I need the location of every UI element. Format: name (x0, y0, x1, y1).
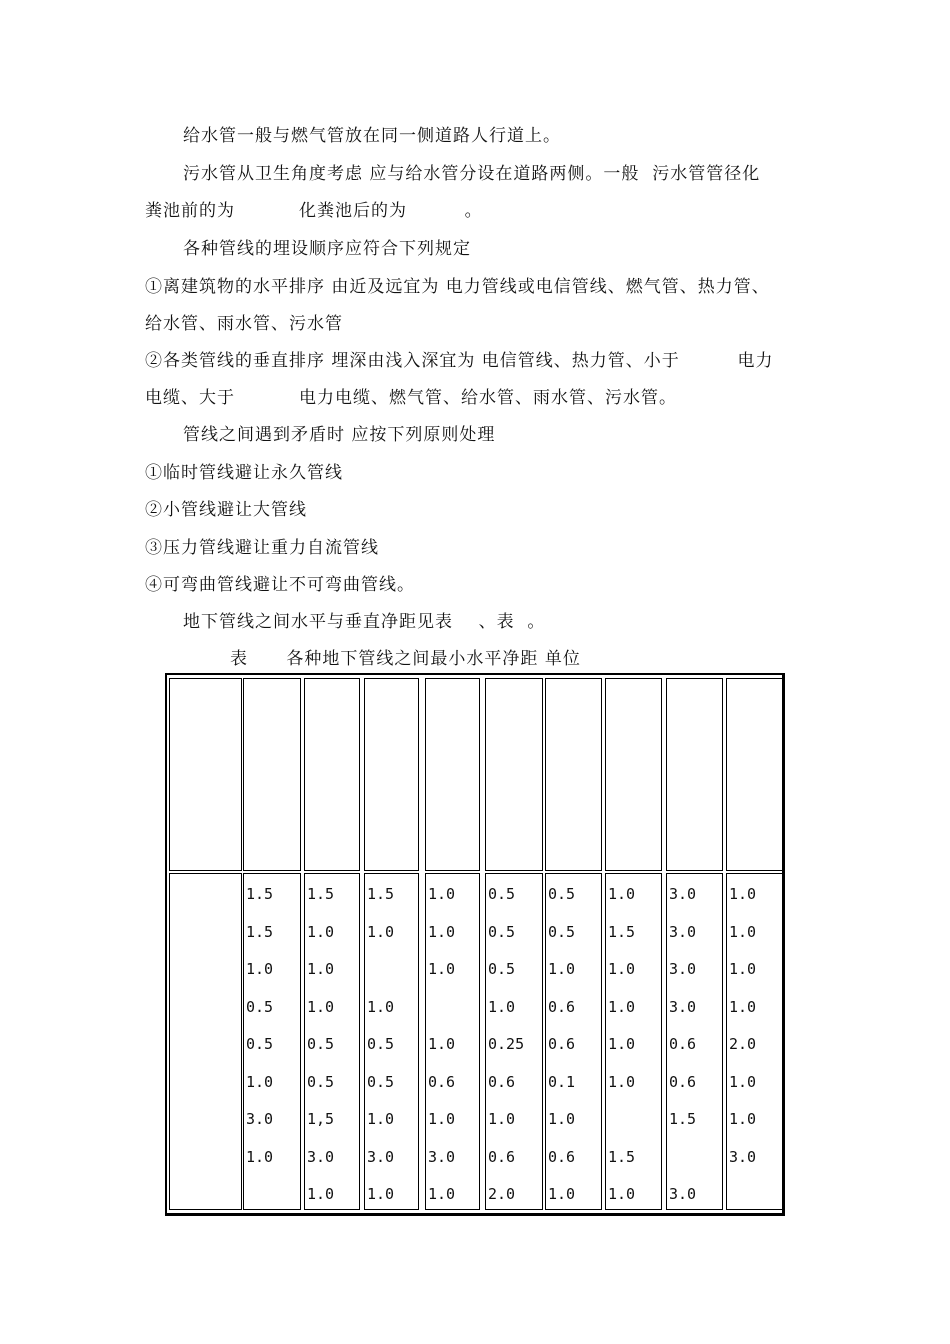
table-cell: 1.5 (307, 885, 335, 903)
table-cell (246, 1184, 300, 1222)
table-header-cell (726, 678, 783, 871)
value-column (304, 873, 360, 1210)
table-cell: 1.0 (608, 1185, 636, 1203)
table-cell: 1.0 (608, 885, 636, 903)
table-cell: 1.5 (669, 1110, 697, 1128)
table-cell: 1.0 (246, 960, 274, 978)
table-cell: 2.0 (729, 1035, 757, 1053)
table-cell (367, 959, 418, 997)
paragraph-3: 各种管线的埋设顺序应符合下列规定 (183, 239, 471, 259)
table-cell: 1.0 (428, 1185, 456, 1203)
table-cell: 0.6 (548, 997, 576, 1016)
table-cell: 3.0 (669, 960, 697, 978)
paragraph-5: ②各类管线的垂直排序 埋深由浅入深宜为 电信管线、热力管、小于 电力 (145, 351, 774, 371)
paragraph-6: 管线之间遇到矛盾时 应按下列原则处理 (183, 425, 496, 445)
paragraph-4-cont: 给水管、雨水管、污水管 (145, 314, 343, 334)
value-column (666, 873, 723, 1210)
table-cell: 1.0 (488, 997, 516, 1016)
table-cell: 2.0 (488, 1185, 516, 1203)
table-cell: 1.5 (608, 922, 636, 941)
table-cell: 0.5 (367, 1035, 395, 1053)
table-cell: 1.0 (428, 885, 456, 903)
table-cell: 0.5 (307, 1035, 335, 1053)
table-header-cell (304, 678, 360, 871)
table-cell: 3.0 (669, 997, 697, 1016)
table-cell: 1.0 (307, 997, 335, 1016)
table-cell: 0.5 (367, 1072, 395, 1091)
table-cell: 1.5 (246, 922, 274, 941)
table-cell: 1.0 (246, 1072, 274, 1091)
table-header-cell (605, 678, 662, 871)
table-cell: 3.0 (428, 1147, 456, 1166)
table-cell: 1.0 (608, 997, 636, 1016)
table-cell: 1.0 (608, 1072, 636, 1091)
value-column (243, 873, 301, 1210)
table-cell: 0.6 (548, 1147, 576, 1166)
table-header-cell (485, 678, 543, 871)
table-cell: 1.0 (729, 1110, 757, 1128)
table-cell: 0.1 (548, 1072, 576, 1091)
table-caption: 表 各种地下管线之间最小水平净距 单位 (230, 649, 581, 669)
table-cell: 1.0 (307, 922, 335, 941)
table-cell: 3.0 (246, 1110, 274, 1128)
table-cell: 1.0 (367, 1110, 395, 1128)
table-cell (729, 1184, 782, 1222)
rule-2: ②小管线避让大管线 (145, 500, 307, 520)
table-cell (669, 1147, 722, 1185)
rule-3: ③压力管线避让重力自流管线 (145, 538, 379, 558)
value-column (726, 873, 783, 1210)
table-header-cell (364, 678, 419, 871)
table-cell: 3.0 (669, 1185, 697, 1203)
table-cell: 3.0 (729, 1147, 757, 1166)
table-cell: 0.5 (488, 922, 516, 941)
table-cell: 1.5 (246, 885, 274, 903)
table-cell: 1.0 (729, 1072, 757, 1091)
table-cell: 0.6 (488, 1072, 516, 1091)
table-cell: 1.0 (428, 1110, 456, 1128)
table-cell: 1.0 (548, 1185, 576, 1203)
table-cell: 1.0 (428, 960, 456, 978)
paragraph-1: 给水管一般与燃气管放在同一侧道路人行道上。 (183, 126, 561, 146)
table-cell: 0.5 (246, 1035, 274, 1053)
rule-4: ④可弯曲管线避让不可弯曲管线。 (145, 575, 415, 595)
table-cell: 1.0 (488, 1110, 516, 1128)
paragraph-7: 地下管线之间水平与垂直净距见表 、表 。 (183, 612, 546, 632)
table-cell: 3.0 (669, 885, 697, 903)
table-header-cell (545, 678, 602, 871)
table-cell: 1.0 (307, 960, 335, 978)
table-cell: 0.5 (488, 960, 516, 978)
table-cell: 1.0 (729, 960, 757, 978)
value-column (605, 873, 662, 1210)
value-column (485, 873, 543, 1210)
paragraph-4: ①离建筑物的水平排序 由近及远宜为 电力管线或电信管线、燃气管、热力管、 (145, 277, 770, 297)
table-cell: 1.0 (367, 922, 395, 941)
table-cell: 1.0 (608, 960, 636, 978)
table-cell: 0.5 (307, 1072, 335, 1091)
table-cell: 1.0 (608, 1035, 636, 1053)
paragraph-2-cont: 粪池前的为 化粪池后的为 。 (145, 201, 483, 221)
table-header-cell (666, 678, 723, 871)
table-cell: 0.6 (548, 1035, 576, 1053)
table-cell: 0.5 (246, 997, 274, 1016)
table-cell: 3.0 (669, 922, 697, 941)
table-cell (428, 997, 479, 1035)
rule-1: ①临时管线避让永久管线 (145, 463, 343, 483)
table-cell: 0.5 (488, 885, 516, 903)
table-cell: 0.5 (548, 922, 576, 941)
table-cell: 1.5 (608, 1147, 636, 1166)
clearance-table (165, 673, 785, 1216)
table-cell: 0.25 (488, 1035, 525, 1053)
table-cell: 1.0 (729, 997, 757, 1016)
table-cell: 1.0 (367, 997, 395, 1016)
table-cell: 1.0 (548, 1110, 576, 1128)
table-cell: 1.0 (729, 922, 757, 941)
table-cell: 1.0 (428, 922, 456, 941)
row-label-column (169, 873, 242, 1210)
table-cell: 1.0 (246, 1147, 274, 1166)
value-column (545, 873, 602, 1210)
table-cell (608, 1109, 661, 1147)
table-cell: 3.0 (307, 1147, 335, 1166)
value-column (364, 873, 419, 1210)
value-column (425, 873, 480, 1210)
table-corner-cell (169, 678, 242, 871)
paragraph-2: 污水管从卫生角度考虑 应与给水管分设在道路两侧。一般 污水管管径化 (183, 164, 761, 184)
table-cell: 1.0 (428, 1035, 456, 1053)
paragraph-5-cont: 电缆、大于 电力电缆、燃气管、给水管、雨水管、污水管。 (145, 388, 678, 408)
table-cell: 3.0 (367, 1147, 395, 1166)
table-cell: 1.5 (367, 885, 395, 903)
table-cell: 1,5 (307, 1110, 335, 1128)
table-cell: 1.0 (729, 885, 757, 903)
table-cell: 1.0 (367, 1185, 395, 1203)
table-cell: 1.0 (548, 960, 576, 978)
table-cell: 0.6 (669, 1072, 697, 1091)
table-cell: 0.6 (428, 1072, 456, 1091)
table-cell: 1.0 (307, 1185, 335, 1203)
table-cell: 0.5 (548, 885, 576, 903)
table-cell: 0.6 (669, 1035, 697, 1053)
table-header-cell (425, 678, 480, 871)
table-header-cell (243, 678, 301, 871)
table-cell: 0.6 (488, 1147, 516, 1166)
